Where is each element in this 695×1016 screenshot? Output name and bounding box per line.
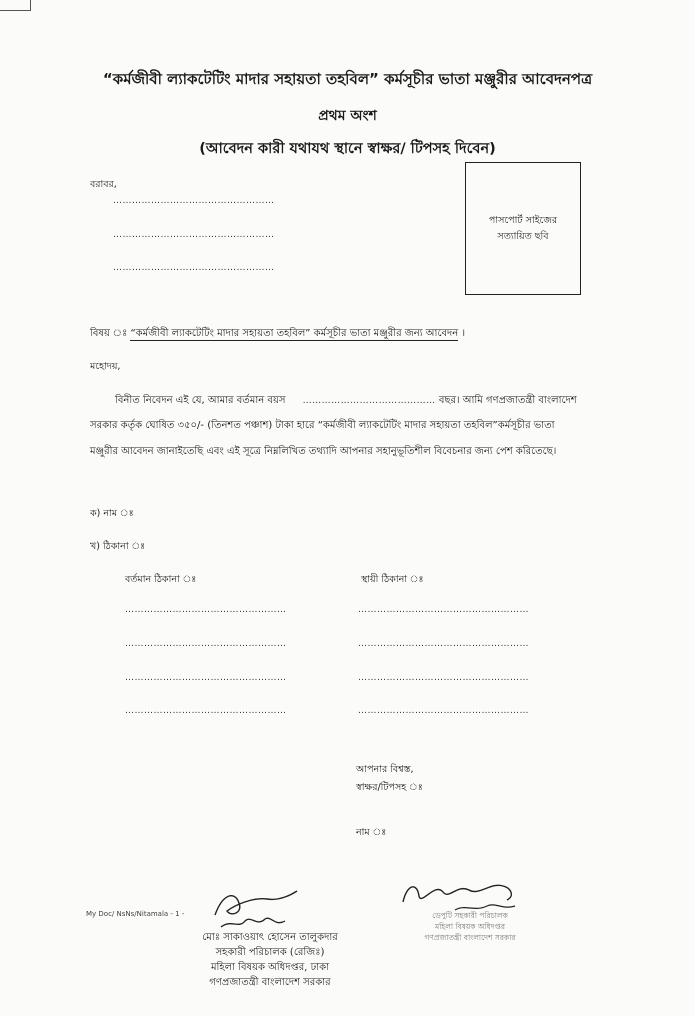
body-line-1b: বছর। আমি গণপ্রজাতন্ত্রী বাংলাদেশ bbox=[438, 395, 577, 406]
subject-label: বিষয় ঃ bbox=[90, 328, 128, 339]
stamp-right-line: ডেপুটি সহকারী পরিচালক bbox=[432, 911, 508, 920]
present-address-line[interactable]: …………………………………………… bbox=[125, 639, 287, 649]
address-line-1[interactable]: …………………………………………… bbox=[113, 196, 275, 206]
file-reference: My Doc/ NsNs/Nitamala - 1 - bbox=[86, 910, 185, 918]
subject-line bbox=[90, 326, 465, 343]
body-line-1a: বিনীত নিবেদন এই যে, আমার বর্তমান বয়স bbox=[115, 395, 286, 406]
part-heading: প্রথম অংশ bbox=[318, 108, 377, 124]
name-field-label: ক) নাম ঃ bbox=[90, 508, 134, 519]
permanent-address-line[interactable]: ……………………………………………… bbox=[358, 673, 529, 683]
photo-box-label: পাসপোর্ট সাইজের সত্যায়িত ছবি bbox=[488, 214, 558, 242]
page-title: “কর্মজীবী ল্যাকটেটিং মাদার সহায়তা তহবিল” কর্মসূচীর ভাতা মঞ্জুরীর আবেদনপত্র bbox=[102, 70, 593, 88]
address-line-3[interactable]: …………………………………………… bbox=[113, 263, 275, 273]
age-field[interactable]: …………………………………… bbox=[302, 396, 436, 406]
closing-yours: আপনার বিশ্বস্ত, bbox=[356, 764, 414, 775]
stamp-left-line: মহিলা বিষয়ক অধিদপ্তর, ঢাকা bbox=[210, 962, 330, 973]
body-line-1 bbox=[115, 393, 577, 410]
stamp-left bbox=[180, 930, 360, 990]
stamp-right-line: মহিলা বিষয়ক অধিদপ্তর bbox=[435, 922, 505, 931]
salutation: মহোদয়, bbox=[90, 361, 121, 372]
subject-text: “কর্মজীবী ল্যাকটেটিং মাদার সহায়তা তহবিল” কর্মসূচীর ভাতা মঞ্জুরীর জন্য আবেদন bbox=[130, 328, 459, 339]
page-corner-mark bbox=[0, 0, 31, 11]
signature-left bbox=[205, 885, 300, 933]
closing-name[interactable]: নাম ঃ bbox=[356, 827, 387, 838]
body-line-2: সরকার কর্তৃক ঘোষিত ৩৫০/- (তিনশত পঞ্চাশ) টাকা হারে “কর্মজীবী ল্যাকটেটিং মাদার সহায়তা তহবিল”কর্মসূচীর ভাতা bbox=[90, 420, 555, 431]
present-address-line[interactable]: …………………………………………… bbox=[125, 605, 287, 615]
permanent-address-line[interactable]: ……………………………………………… bbox=[358, 706, 529, 716]
stamp-right bbox=[400, 910, 540, 943]
to-label: বরাবর, bbox=[90, 179, 117, 190]
stamp-right-line: গণপ্রজাতন্ত্রী বাংলাদেশ সরকার bbox=[424, 933, 516, 942]
stamp-left-line: গণপ্রজাতন্ত্রী বাংলাদেশ সরকার bbox=[209, 977, 331, 988]
present-address-label: বর্তমান ঠিকানা ঃ bbox=[125, 574, 197, 585]
instruction-text: (আবেদন কারী যথাযথ স্থানে স্বাক্ষর/ টিপসহ দিবেন) bbox=[199, 141, 496, 157]
body-line-3: মঞ্জুরীর আবেদন জানাইতেছি এবং এই সূত্রে নিম্নলিখিত তথ্যাদি আপনার সহানুভূতিশীল বিবেচনার জন্য পেশ করিতেছে। bbox=[90, 446, 557, 457]
address-line-2[interactable]: …………………………………………… bbox=[113, 230, 275, 240]
present-address-line[interactable]: …………………………………………… bbox=[125, 673, 287, 683]
photo-box[interactable] bbox=[465, 162, 581, 295]
subject-end: । bbox=[461, 328, 466, 339]
stamp-left-line: সহকারী পরিচালক (রেজিঃ) bbox=[215, 947, 325, 958]
permanent-address-line[interactable]: ……………………………………………… bbox=[358, 605, 529, 615]
closing-signature[interactable]: স্বাক্ষর/টিপসহ ঃ bbox=[356, 782, 423, 793]
address-field-label: খ) ঠিকানা ঃ bbox=[90, 541, 146, 552]
present-address-line[interactable]: …………………………………………… bbox=[125, 706, 287, 716]
permanent-address-label: স্থায়ী ঠিকানা ঃ bbox=[361, 574, 424, 585]
stamp-left-line: মোঃ সাকাওয়াৎ হোসেন তালুকদার bbox=[202, 932, 338, 943]
permanent-address-line[interactable]: ……………………………………………… bbox=[358, 639, 529, 649]
